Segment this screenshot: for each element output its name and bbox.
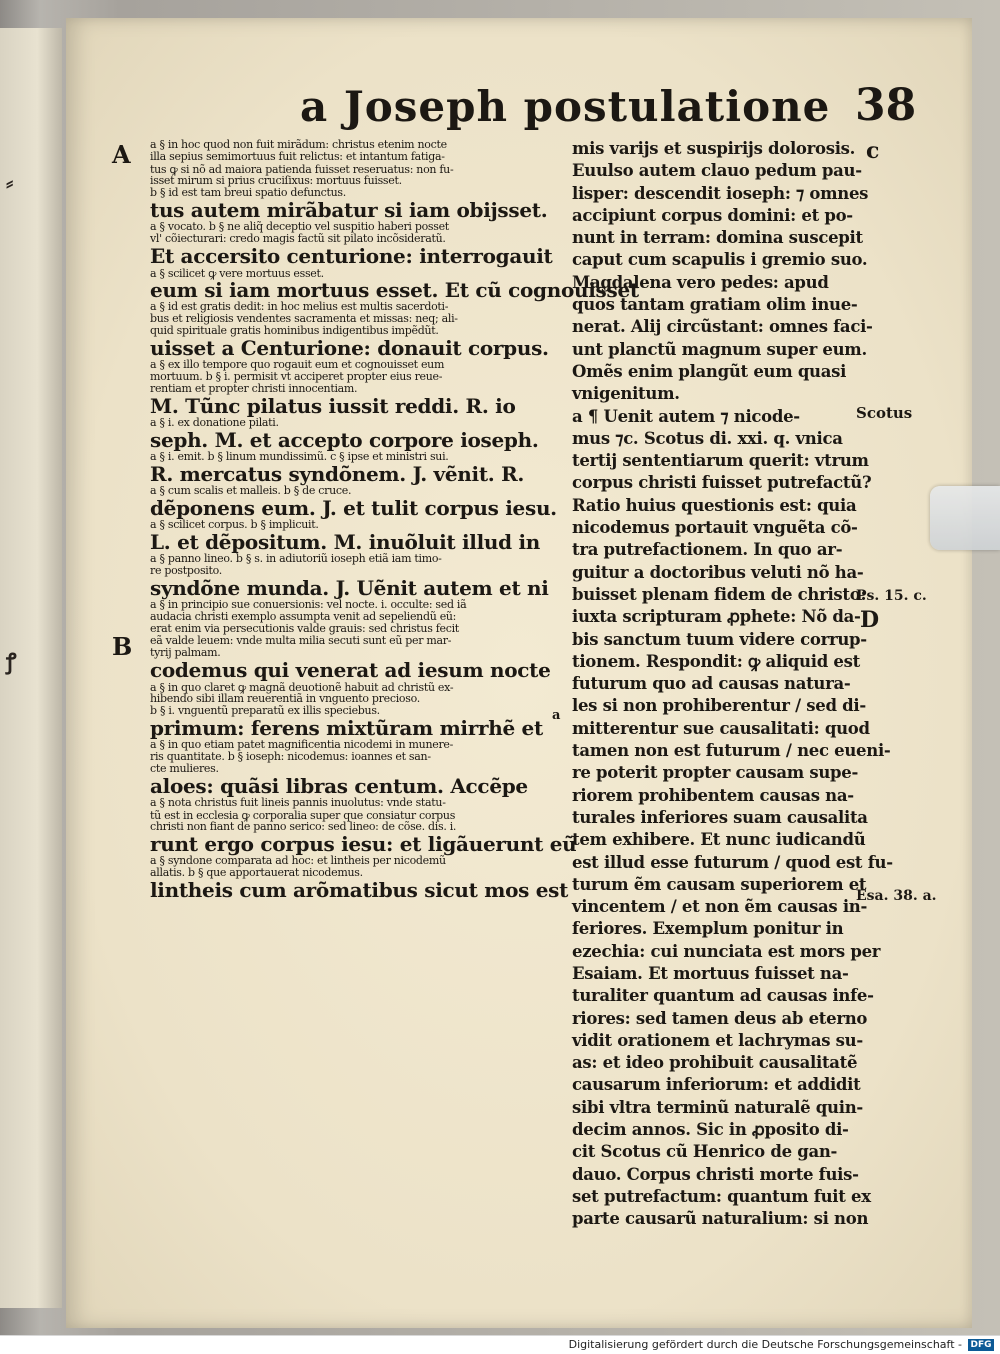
gloss-line: tus ꝙ si nõ ad maiora patienda fuisset reseruatus: non fu- [150,163,454,176]
inline-gloss-mark: a [552,708,561,723]
commentary-line: tra putrefactionem. In quo ar- [572,540,843,560]
commentary-line: est illud esse futurum / quod est fu- [572,852,893,872]
gloss-line: a § cum scalis et malleis. b § de cruce. [150,484,352,497]
commentary-line: re poterit propter causam supe- [572,763,859,783]
commentary-line: unt planctũ magnum super eum. [572,339,867,359]
gloss-line: vl' cõiecturari: credo magis factũ sit pilato incõsideratũ. [150,232,446,245]
gloss-line: bus et religiosis vendentes sacramenta et missas: neq; ali- [150,312,458,325]
commentary-line: caput cum scapulis i gremio suo. [572,250,868,270]
gloss-line: re postposito. [150,564,222,577]
margin-note-psalm: Ps. 15. c. [856,588,927,604]
commentary-line: futurum quo ad causas natura- [572,674,851,694]
commentary-line: turales inferiores suam causalita [572,807,868,827]
dfg-logo: DFG [968,1339,994,1351]
commentary-line: riorem prohibentem causas na- [572,785,854,805]
commentary-line: vincentem / et non ẽm causas in- [572,897,868,917]
commentary-line: tem exhibere. Et nunc iudicandũ [572,830,866,850]
folio-number: 38 [855,80,917,131]
gloss-line: hibendo sibi illam reuerentiã in vnguento precioso. [150,692,420,705]
gloss-line: isset mirum si prius cruciſixus: mortuus fuisset. [150,174,402,187]
commentary-line: corpus christi fuisset putrefactũ? [572,473,872,493]
gloss-line: a § i. emit. b § linum mundissimũ. c § ipse et ministri sui. [150,450,449,463]
left-margin-mark: ⸗ [6,170,14,196]
commentary-line: lisper: descendit ioseph: ⁊ omnes [572,183,869,203]
footer-bar [0,1335,1000,1354]
commentary-line: set putrefactum: quantum fuit ex [572,1186,871,1206]
commentary-line: turaliter quantum ad causas infe- [572,986,874,1006]
commentary-line: nicodemus portauit vnguẽta cõ- [572,518,858,538]
gloss-line: a § scilicet corpus. b § implicuit. [150,518,319,531]
commentary-line: vnigenitum. [572,384,680,404]
gloss-line: tyrij palmam. [150,646,221,659]
text-line: Et accersito centurione: interrogauit [150,244,553,268]
commentary-line: les si non prohiberentur / sed di- [572,696,866,716]
gloss-line: erat enim via persecutionis valde grauis: sed christus fecit [150,622,459,635]
commentary-line: mis varijs et suspirijs dolorosis. [572,139,856,158]
commentary-line: Esaiam. Et mortuus fuisset na- [572,963,849,983]
margin-mark-c: c [866,138,880,164]
commentary-line: guitur a doctoribus veluti nõ ha- [572,562,864,582]
text-line: tus autem mirãbatur si iam obijsset. [150,198,548,222]
gloss-line: a § scilicet ꝙ vere mortuus esset. [150,267,324,280]
initial-letter: B [112,632,133,661]
gloss-line: a § nota christus fuit lineis pannis inuolutus: vnde statu- [150,796,446,809]
margin-note-esaias: Esa. 38. a. [856,888,937,904]
commentary-line: tionem. Respondit: ꝙ aliquid est [572,651,860,671]
gloss-line: rentiam et propter christi innocentiam. [150,382,358,395]
commentary-line: as: et ideo prohibuit causalitatẽ [572,1053,858,1073]
gloss-line: a § i. ex donatione pilati. [150,416,279,429]
text-line: primum: ferens mixtũram mirrhẽ et [150,716,543,740]
left-margin-mark: ꝭ [6,649,17,675]
gloss-line: allatis. b § que apportauerat nicodemus. [150,866,363,879]
gloss-line: a § in hoc quod non fuit mirãdum: christus etenim nocte [150,138,447,151]
gloss-line: mortuum. b § i. permisit vt acciperet propter eius reue- [150,370,443,383]
commentary-line: dauo. Corpus christi morte fuis- [572,1164,859,1184]
gloss-line: a § syndone comparata ad hoc: et lintheis per nicodemũ [150,854,446,867]
gloss-line: a § in quo etiam patet magnificentia nicodemi in munere- [150,738,454,751]
gloss-line: a § in quo claret ꝙ magnã deuotionẽ habuit ad christũ ex- [150,681,454,694]
commentary-line: Omẽs enim plangũt eum quasi [572,361,847,381]
facing-page-edge [0,28,62,1308]
commentary-line: Ratio huius questionis est: quia [572,495,857,515]
text-line: runt ergo corpus iesu: et ligãuerunt eũ [150,832,577,856]
text-line: uisset a Centurione: donauit corpus. [150,336,549,360]
commentary-line: tamen non est futurum / nec eueni- [572,741,891,761]
initial-letter: A [112,140,131,169]
commentary-line: sibi vltra terminũ naturalẽ quin- [572,1097,863,1117]
gloss-line: quid spirituale gratis hominibus indigentibus impẽdũt. [150,324,439,337]
gloss-line: eã valde leuem: vnde multa milia secuti sunt eũ per mar- [150,634,452,647]
running-title: a Joseph postulatione [300,82,831,131]
text-line: codemus qui venerat ad iesum nocte [150,658,551,682]
commentary-line: riores: sed tamen deus ab eterno [572,1008,868,1028]
text-line: M. Tũnc pilatus iussit reddi. R. io [150,394,516,418]
text-line: lintheis cum arõmatibus sicut mos est [150,878,569,902]
commentary-line: Magdalena vero pedes: apud [572,272,829,292]
funding-credit: Digitalisierung gefördert durch die Deutsche Forschungsgemeinschaft - [568,1338,962,1351]
commentary-line: vidit orationem et lachrymas su- [572,1030,863,1050]
commentary-line: quos tantam gratiam olim inue- [572,295,858,315]
margin-note-scotus: Scotus [856,404,913,422]
gloss-line: ris quantitate. b § ioseph: nicodemus: ioannes et san- [150,750,431,763]
commentary-line: cit Scotus cũ Henrico de gan- [572,1142,838,1162]
book-clip [930,486,1000,550]
text-line: seph. M. et accepto corpore ioseph. [150,428,539,452]
commentary-line: nunt in terram: domina suscepit [572,228,863,248]
commentary-line: iuxta scripturam ꝓphete: Nõ da- [572,607,861,627]
text-line: eum si iam mortuus esset. Et cũ cognouisset [150,278,639,302]
commentary-line: buisset plenam fidem de christo: [572,584,867,604]
commentary-line: a ¶ Uenit autem ⁊ nicode- [572,406,800,426]
text-line: dẽponens eum. J. et tulit corpus iesu. [150,496,557,520]
commentary-line: decim annos. Sic in ꝓposito di- [572,1120,849,1140]
commentary-line: accipiunt corpus domini: et po- [572,205,853,225]
text-line: R. mercatus syndõnem. J. vẽnit. R. [150,462,525,486]
gloss-line: audacia christi exemplo assumpta venit ad sepeliendũ eũ: [150,610,457,623]
commentary-line: tertij sententiarum querit: vtrum [572,451,869,471]
gloss-line: a § in principio sue conuersionis: vel nocte. i. occulte: sed iã [150,598,467,611]
gloss-line: cte mulieres. [150,762,219,775]
gloss-line: b § i. vnguentũ preparatũ ex illis speciebus. [150,704,380,717]
commentary-line: mitterentur sue causalitati: quod [572,718,870,738]
margin-mark-d: D [860,607,880,633]
gloss-line: a § ex illo tempore quo rogauit eum et cognouisset eum [150,358,445,371]
gloss-line: a § panno lineo. b § s. in adiutoriũ ioseph etiã iam timo- [150,552,442,565]
commentary-line: feriores. Exemplum ponitur in [572,919,844,939]
gloss-line: a § id est gratis dedit: in hoc melius est multis sacerdoti- [150,300,449,313]
commentary-line: Euulso autem clauo pedum pau- [572,161,862,181]
text-line: aloes: quãsi libras centum. Accẽpe [150,774,528,798]
commentary-line: parte causarũ naturalium: si non [572,1209,869,1229]
commentary-line: ezechia: cui nunciata est mors per [572,941,881,961]
commentary-line: bis sanctum tuum videre corrup- [572,629,867,649]
commentary-line: turum ẽm causam superiorem et [572,874,867,894]
text-line: syndõne munda. J. Uẽnit autem et ni [150,576,549,600]
gloss-line: b § id est tam breui spatio defunctus. [150,186,346,199]
commentary-line: nerat. Alij circũstant: omnes faci- [572,317,873,337]
commentary-line: causarum inferiorum: et addidit [572,1075,861,1095]
gloss-line: a § vocato. b § ne aliq̃ deceptio vel suspitio haberi posset [150,220,449,233]
commentary-line: mus ⁊c. Scotus di. xxi. q. vnica [572,428,843,448]
text-line: L. et dẽpositum. M. inuõluit illud in [150,530,541,554]
gloss-line: tũ est in ecclesia ꝙ corporalia super que consiatur corpus [150,809,456,822]
gloss-line: christi non fiant de panno serico: sed lineo: de cõse. dis. i. [150,820,457,833]
gloss-line: illa sepius semimortuus fuit relictus: et intantum fatiga- [150,150,445,163]
